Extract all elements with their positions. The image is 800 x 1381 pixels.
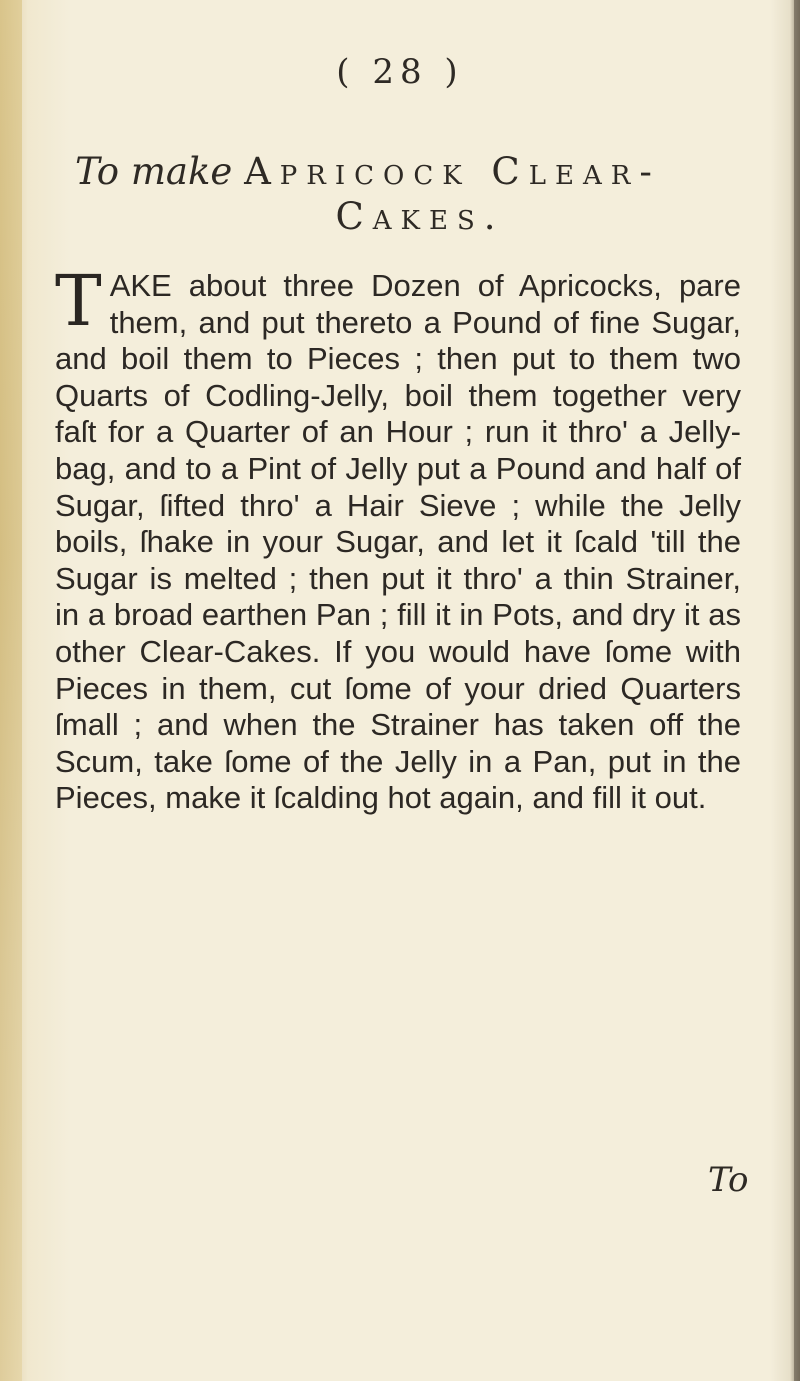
recipe-title xyxy=(75,150,765,194)
drop-cap: T xyxy=(55,260,102,342)
page-number: ( 28 ) xyxy=(336,52,464,92)
recipe-title-continuation: Cakes. xyxy=(335,195,505,238)
recipe-body xyxy=(55,260,741,817)
recipe-body-text: AKE about three Dozen of Apricocks, pare them, and put thereto a Pound of fine Sugar, and boil them to Pieces ; then put to them two Quarts of Codling-Jelly, boil them together very faſt for a Quarter of an Hour ; run it thro' a Jelly-bag, and to a Pint of Jelly put a Pound and half of Sugar, ſifted thro' a Hair Sieve ; while the Jelly boils, ſhake in your Sugar, and let it ſcald 'till the Sugar is melted ; then put it thro' a thin Strainer, in a broad earthen Pan ; fill it in Pots, and dry it as other Clear-Cakes. If you would have ſome with Pieces in them, cut ſome of your dried Quarters ſmall ; and when the Strainer has taken off the Scum, take ſome of the Jelly in a Pan, put in the Pieces, make it ſcalding hot again, and fill it out. xyxy=(55,268,741,816)
recipe-title-caps: Apricock Clear- xyxy=(244,150,661,193)
recipe-title-lead: To make xyxy=(75,150,233,193)
catchword: To xyxy=(708,1160,749,1200)
